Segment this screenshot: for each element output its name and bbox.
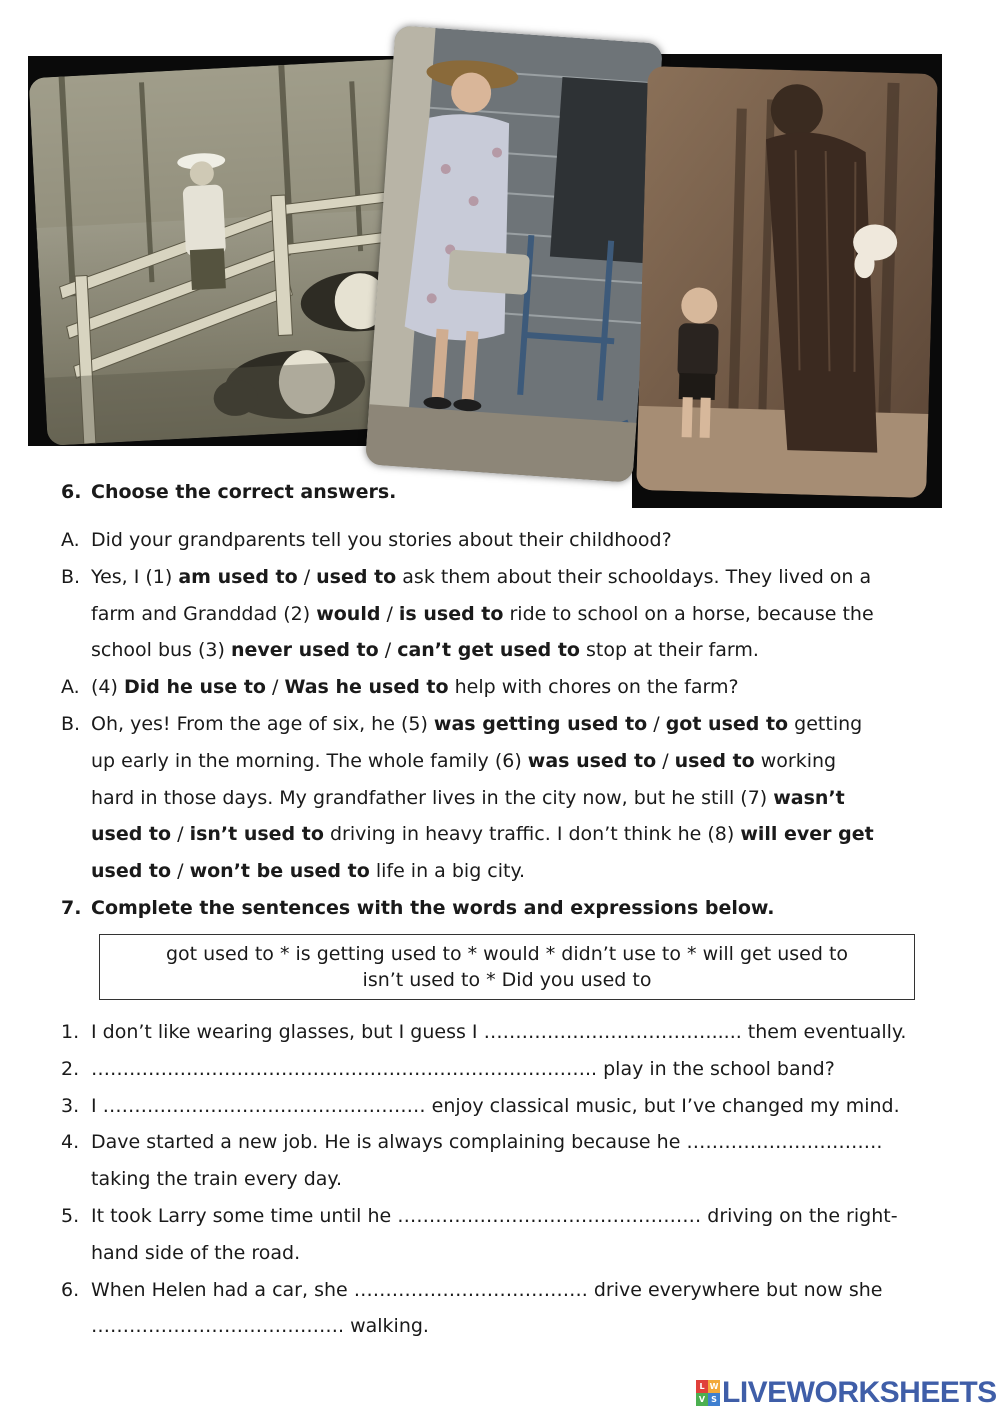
exercise-7-number: 7. bbox=[61, 896, 82, 919]
dialog-text: working bbox=[754, 749, 837, 772]
dialog-text: help with chores on the farm? bbox=[448, 676, 739, 699]
logo-text: LIVEWORKSHEETS bbox=[722, 1376, 997, 1409]
dialog-text: farm and Granddad (2) bbox=[91, 602, 317, 625]
sentence-text[interactable]: …………………………………. walking. bbox=[91, 1315, 429, 1338]
answer-option[interactable]: will ever get bbox=[740, 823, 874, 846]
exercise-6-dialog bbox=[61, 522, 941, 890]
speaker-label: B. bbox=[61, 712, 81, 735]
sentence-line bbox=[61, 1272, 941, 1309]
dialog-text: / bbox=[647, 712, 666, 735]
sentence-line bbox=[61, 1014, 941, 1051]
dialog-text: / bbox=[297, 565, 317, 588]
logo-badge-icon bbox=[696, 1380, 720, 1406]
dialog-text: getting bbox=[788, 712, 863, 735]
speaker-label: A. bbox=[61, 529, 80, 551]
photo-collage bbox=[28, 54, 942, 509]
answer-option[interactable]: Did he use to bbox=[123, 676, 266, 699]
sentence-number: 6. bbox=[61, 1278, 80, 1301]
answer-option[interactable]: used to bbox=[91, 860, 172, 883]
word-bank-line-2: isn’t used to * Did you used to bbox=[362, 968, 652, 991]
dialog-text: Yes, I (1) bbox=[91, 565, 179, 588]
dialog-line bbox=[61, 853, 941, 890]
sentence-line bbox=[61, 1235, 941, 1272]
dialog-text: ask them about their schooldays. They lived on a bbox=[396, 565, 872, 588]
dialog-line bbox=[61, 669, 941, 706]
speaker-label: A. bbox=[61, 676, 80, 699]
dialog-text: hard in those days. My grandfather lives in the city now, but he still (7) bbox=[91, 786, 774, 809]
exercise-6-heading bbox=[61, 478, 941, 506]
dialog-text: up early in the morning. The whole family (6) bbox=[91, 749, 528, 772]
sentence-text[interactable]: It took Larry some time until he ………………………………………… driving on the right- bbox=[91, 1204, 898, 1227]
dialog-line bbox=[61, 780, 941, 817]
sentence-line bbox=[61, 1088, 941, 1125]
answer-option[interactable]: used to bbox=[674, 749, 755, 772]
logo-badge-cell: S bbox=[708, 1393, 720, 1406]
exercise-7-heading bbox=[61, 890, 941, 926]
logo-badge-cell: W bbox=[709, 1382, 719, 1391]
sentence-text[interactable]: Dave started a new job. He is always complaining because he …………………………. bbox=[91, 1131, 883, 1154]
logo-badge-cell: V bbox=[696, 1393, 708, 1406]
answer-option[interactable]: is used to bbox=[398, 602, 504, 625]
dialog-text: / bbox=[171, 860, 190, 883]
exercise-6-number: 6. bbox=[61, 481, 82, 503]
worksheet-content bbox=[61, 478, 941, 1345]
dialog-text: / bbox=[656, 749, 675, 772]
dialog-line bbox=[61, 816, 941, 853]
answer-option[interactable]: used to bbox=[91, 823, 172, 846]
dialog-text: life in a big city. bbox=[369, 860, 526, 883]
sentence-line bbox=[61, 1308, 941, 1345]
dialog-line bbox=[61, 632, 941, 669]
exercise-7-sentences bbox=[61, 1014, 941, 1345]
dialog-line bbox=[61, 706, 941, 743]
dialog-text: / bbox=[380, 602, 399, 625]
dialog-text: / bbox=[265, 676, 285, 699]
dialog-text: / bbox=[378, 639, 398, 662]
answer-option[interactable]: was used to bbox=[527, 749, 657, 772]
sentence-number: 2. bbox=[61, 1057, 80, 1080]
sentence-line bbox=[61, 1124, 941, 1161]
liveworksheets-logo bbox=[696, 1376, 997, 1410]
answer-option[interactable]: isn’t used to bbox=[189, 823, 324, 846]
word-bank-box bbox=[99, 934, 915, 1000]
answer-option[interactable]: am used to bbox=[178, 565, 298, 588]
dialog-text: ride to school on a horse, because the bbox=[503, 602, 874, 625]
dialog-line bbox=[61, 522, 941, 559]
answer-option[interactable]: was getting used to bbox=[433, 712, 648, 735]
sentence-number: 4. bbox=[61, 1131, 80, 1154]
dialog-line bbox=[61, 596, 941, 633]
logo-badge-cell: L bbox=[696, 1380, 708, 1393]
woman-porch-photo bbox=[365, 25, 663, 483]
answer-option[interactable]: would bbox=[316, 602, 381, 625]
dialog-text: Did your grandparents tell you stories about their childhood? bbox=[91, 529, 672, 551]
answer-option[interactable]: wasn’t bbox=[773, 786, 845, 809]
dialog-text: (4) bbox=[91, 676, 124, 699]
sentence-text[interactable]: hand side of the road. bbox=[91, 1241, 301, 1264]
sentence-text[interactable]: …………………………………………………………………….. play in the school band? bbox=[91, 1057, 835, 1080]
answer-option[interactable]: never used to bbox=[230, 639, 379, 662]
sentence-text[interactable]: taking the train every day. bbox=[91, 1168, 342, 1191]
sentence-line bbox=[61, 1161, 941, 1198]
dialog-text: / bbox=[171, 823, 190, 846]
answer-option[interactable]: used to bbox=[316, 565, 397, 588]
sentence-number: 5. bbox=[61, 1204, 80, 1227]
answer-option[interactable]: Was he used to bbox=[284, 676, 449, 699]
answer-option[interactable]: got used to bbox=[665, 712, 789, 735]
dialog-line bbox=[61, 559, 941, 596]
sentence-text[interactable]: When Helen had a car, she ………………………………. drive everywhere but now she bbox=[91, 1278, 883, 1301]
speaker-label: B. bbox=[61, 565, 81, 588]
dialog-text: school bus (3) bbox=[91, 639, 231, 662]
sentence-text[interactable]: I …………………………………………… enjoy classical music, but I’ve changed my mind. bbox=[91, 1094, 900, 1117]
word-bank-line-1: got used to * is getting used to * would * didn’t use to * will get used to bbox=[165, 942, 849, 965]
dialog-text: Oh, yes! From the age of six, he (5) bbox=[91, 712, 434, 735]
sentence-number: 1. bbox=[61, 1020, 80, 1043]
dialog-text: driving in heavy traffic. I don’t think he (8) bbox=[323, 823, 741, 846]
sentence-line bbox=[61, 1198, 941, 1235]
sentence-line bbox=[61, 1051, 941, 1088]
sentence-number: 3. bbox=[61, 1094, 80, 1117]
dialog-line bbox=[61, 743, 941, 780]
exercise-7-title: Complete the sentences with the words and expressions below. bbox=[91, 896, 775, 919]
sentence-text[interactable]: I don’t like wearing glasses, but I guess I ………………………………..... them eventually. bbox=[91, 1020, 907, 1043]
exercise-6-title: Choose the correct answers. bbox=[91, 481, 397, 503]
answer-option[interactable]: won’t be used to bbox=[189, 860, 370, 883]
dialog-text: stop at their farm. bbox=[579, 639, 759, 662]
father-child-photo bbox=[636, 66, 938, 498]
answer-option[interactable]: can’t get used to bbox=[397, 639, 580, 662]
